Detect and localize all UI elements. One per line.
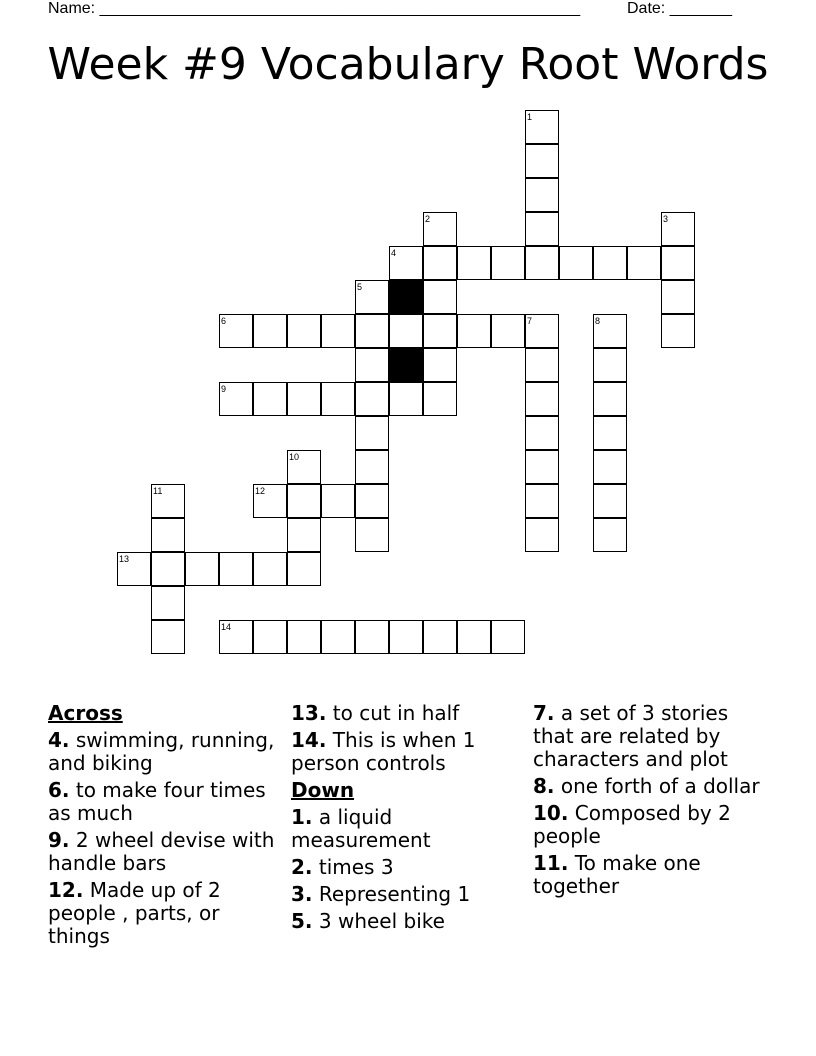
clue-number: 8 (595, 316, 601, 326)
grid-cell[interactable] (525, 246, 559, 280)
grid-cell[interactable] (219, 552, 253, 586)
grid-cell[interactable] (151, 552, 185, 586)
grid-cell[interactable] (593, 518, 627, 552)
grid-cell[interactable] (423, 280, 457, 314)
grid-cell[interactable] (423, 314, 457, 348)
grid-cell[interactable] (491, 314, 525, 348)
clue-number: 13 (119, 554, 130, 564)
clue-number: 7 (527, 316, 533, 326)
grid-cell[interactable] (389, 382, 423, 416)
grid-cell[interactable] (593, 348, 627, 382)
grid-block (389, 348, 423, 382)
grid-cell[interactable] (423, 382, 457, 416)
clue-across-9: 9. 2 wheel devise with handle bars (48, 828, 275, 875)
grid-cell[interactable] (321, 314, 355, 348)
grid-cell[interactable] (287, 518, 321, 552)
grid-cell[interactable] (389, 620, 423, 654)
grid-cell[interactable] (457, 620, 491, 654)
clue-column-2 (291, 702, 526, 937)
grid-cell[interactable] (355, 484, 389, 518)
grid-cell[interactable] (151, 586, 185, 620)
clue-number: 6 (221, 316, 227, 326)
clue-across-12: 12. Made up of 2 people , parts, or things (48, 878, 221, 948)
grid-cell[interactable] (525, 518, 559, 552)
grid-cell[interactable] (423, 620, 457, 654)
grid-cell[interactable] (355, 314, 389, 348)
grid-cell[interactable] (253, 620, 287, 654)
grid-cell[interactable] (627, 246, 661, 280)
grid-cell[interactable] (661, 314, 695, 348)
clue-number: 11 (153, 486, 163, 496)
grid-cell[interactable] (593, 484, 627, 518)
grid-cell[interactable] (321, 382, 355, 416)
grid-cell[interactable] (525, 484, 559, 518)
grid-cell[interactable] (525, 144, 559, 178)
clue-down-7: 7. a set of 3 stories that are related by characters and plot (533, 701, 729, 771)
clue-number: 9 (221, 384, 227, 394)
clue-number: 14 (221, 622, 232, 632)
clue-column-3 (533, 702, 768, 902)
grid-cell[interactable] (355, 416, 389, 450)
grid-cell[interactable] (525, 416, 559, 450)
clue-number: 2 (425, 214, 431, 224)
grid-cell[interactable] (321, 620, 355, 654)
clue-down-8: 8. one forth of a dollar (533, 774, 760, 798)
down-heading: Down (291, 778, 355, 802)
clue-number: 1 (527, 112, 533, 122)
clue-down-3: 3. Representing 1 (291, 882, 471, 906)
grid-cell[interactable] (525, 212, 559, 246)
grid-cell[interactable] (423, 348, 457, 382)
clue-number: 10 (289, 452, 300, 462)
name-field-label: Name: ______________________________________________________ (48, 0, 581, 17)
grid-cell[interactable] (593, 450, 627, 484)
date-field-label: Date: _______ (627, 0, 732, 17)
clue-down-5: 5. 3 wheel bike (291, 909, 445, 933)
grid-cell[interactable] (185, 552, 219, 586)
clue-across-6: 6. to make four times as much (48, 778, 266, 825)
clue-across-4: 4. swimming, running, and biking (48, 728, 275, 775)
grid-cell[interactable] (457, 246, 491, 280)
clue-number: 12 (255, 486, 266, 496)
grid-cell[interactable] (525, 382, 559, 416)
grid-cell[interactable] (355, 518, 389, 552)
grid-cell[interactable] (287, 484, 321, 518)
clue-number: 4 (391, 248, 397, 258)
grid-cell[interactable] (457, 314, 491, 348)
grid-cell[interactable] (525, 178, 559, 212)
grid-cell[interactable] (151, 518, 185, 552)
grid-cell[interactable] (491, 246, 525, 280)
grid-block (389, 280, 423, 314)
clue-down-10: 10. Composed by 2 people (533, 801, 731, 848)
grid-cell[interactable] (287, 620, 321, 654)
grid-cell[interactable] (287, 382, 321, 416)
grid-cell[interactable] (355, 620, 389, 654)
clue-across-13: 13. to cut in half (291, 701, 460, 725)
clue-number: 5 (357, 282, 363, 292)
grid-cell[interactable] (151, 620, 185, 654)
clue-column-1 (48, 702, 283, 952)
grid-cell[interactable] (389, 314, 423, 348)
grid-cell[interactable] (525, 348, 559, 382)
grid-cell[interactable] (321, 484, 355, 518)
grid-cell[interactable] (253, 382, 287, 416)
grid-cell[interactable] (355, 450, 389, 484)
grid-cell[interactable] (525, 450, 559, 484)
grid-cell[interactable] (491, 620, 525, 654)
grid-cell[interactable] (423, 246, 457, 280)
page-title: Week #9 Vocabulary Root Words (47, 39, 769, 90)
grid-cell[interactable] (253, 314, 287, 348)
grid-cell[interactable] (287, 314, 321, 348)
clue-down-2: 2. times 3 (291, 855, 394, 879)
grid-cell[interactable] (287, 552, 321, 586)
grid-cell[interactable] (661, 246, 695, 280)
clue-number: 3 (663, 214, 669, 224)
grid-cell[interactable] (253, 552, 287, 586)
grid-cell[interactable] (593, 246, 627, 280)
across-heading: Across (48, 701, 123, 725)
clue-across-14: 14. This is when 1 person controls (291, 728, 476, 775)
clue-down-11: 11. To make one together (533, 851, 701, 898)
grid-cell[interactable] (559, 246, 593, 280)
grid-cell[interactable] (593, 416, 627, 450)
grid-cell[interactable] (593, 382, 627, 416)
grid-cell[interactable] (661, 280, 695, 314)
clue-down-1: 1. a liquid measurement (291, 805, 431, 852)
grid-cell[interactable] (355, 382, 389, 416)
grid-cell[interactable] (355, 348, 389, 382)
